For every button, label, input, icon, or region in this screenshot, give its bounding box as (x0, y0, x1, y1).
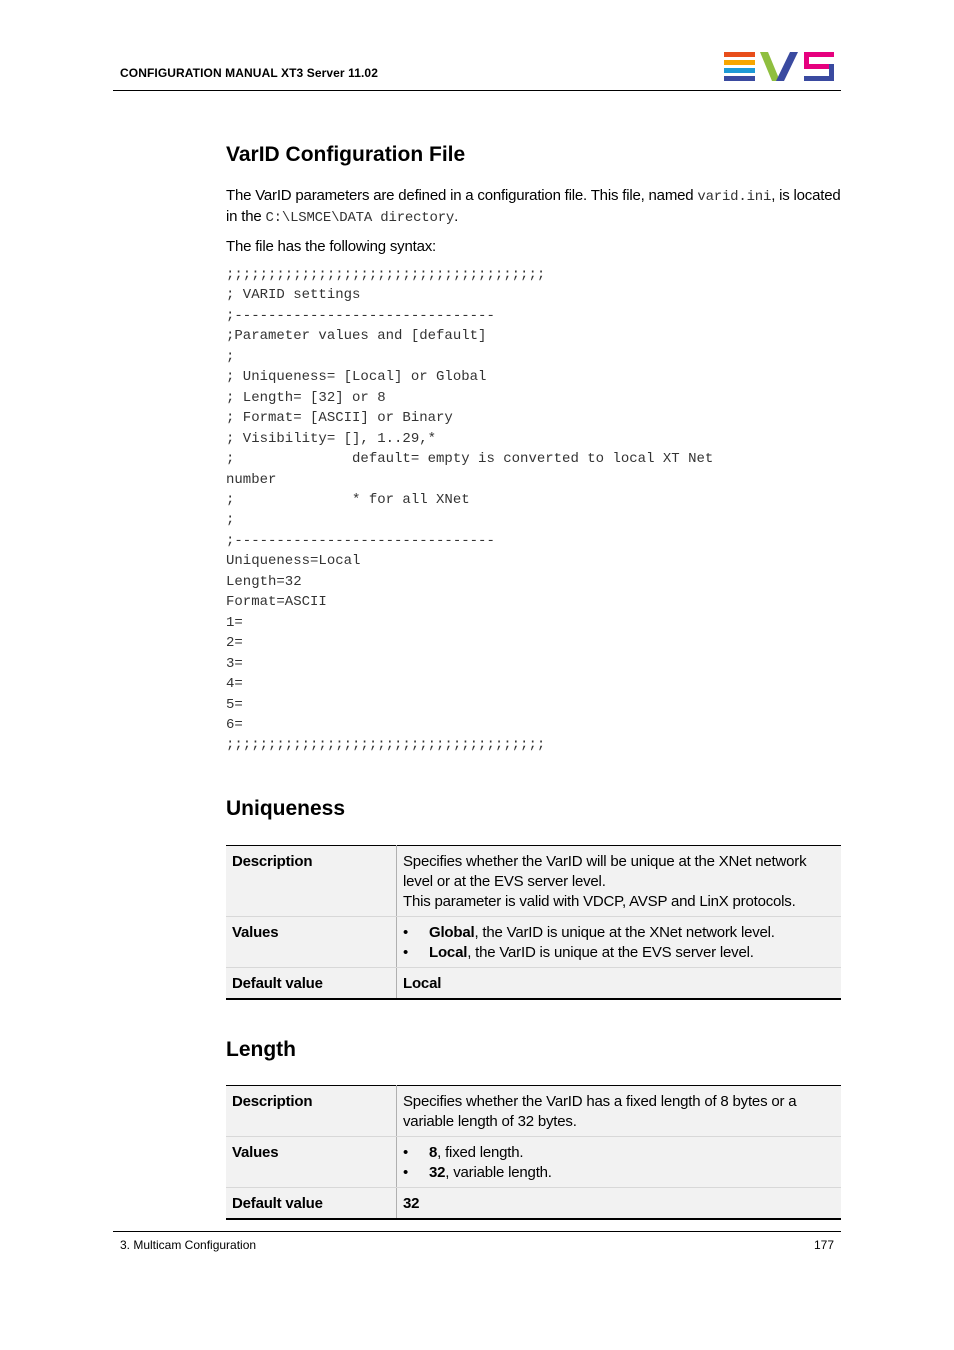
document-title: CONFIGURATION MANUAL XT3 Server 11.02 (120, 66, 378, 80)
length-section (226, 1033, 841, 1220)
intro-text-3: . (454, 208, 459, 225)
row-label: Default value (226, 1187, 397, 1219)
page-number: 177 (813, 1238, 834, 1252)
logo-s-bottom (804, 76, 834, 81)
code-line: Format=ASCII (226, 594, 327, 611)
row-label: Values (226, 1136, 397, 1187)
list-item (403, 1143, 835, 1163)
row-label: Description (226, 845, 397, 916)
code-line: ; Uniqueness= [Local] or Global (226, 369, 487, 386)
values-list (403, 923, 835, 963)
logo-e-bar-1 (724, 52, 755, 57)
code-line: ;------------------------------- (226, 532, 495, 549)
value-name: 8 (429, 1143, 438, 1161)
config-path: C:\LSMCE\DATA directory (265, 210, 455, 226)
logo-e-bar-3 (724, 68, 755, 73)
logo-v-right (776, 52, 798, 81)
main-content (226, 138, 841, 1220)
section-heading: VarID Configuration File (226, 143, 466, 166)
value-name: Local (429, 943, 468, 961)
varid-config-section (226, 138, 841, 756)
value-desc: , fixed length. (437, 1143, 524, 1161)
table-row (226, 845, 841, 916)
values-list (403, 1143, 835, 1183)
footer-divider (113, 1231, 841, 1232)
row-label: Description (226, 1085, 397, 1136)
uniqueness-section (226, 792, 841, 1000)
list-item (403, 923, 835, 943)
code-line: Length=32 (226, 573, 302, 590)
list-item (403, 1163, 835, 1183)
code-line: 3= (226, 655, 243, 672)
row-value (397, 916, 842, 967)
code-line: ;Parameter values and [default] (226, 328, 487, 345)
code-line: ; default= empty is converted to local XT Net (226, 451, 714, 468)
row-label: Values (226, 916, 397, 967)
row-value (397, 1136, 842, 1187)
logo-e-bar-4 (724, 76, 755, 81)
code-line: ; Length= [32] or 8 (226, 389, 386, 406)
table-row (226, 916, 841, 967)
table-row (226, 1136, 841, 1187)
length-table (226, 1085, 841, 1220)
code-line: ;;;;;;;;;;;;;;;;;;;;;;;;;;;;;;;;;;;;;; (226, 267, 546, 283)
bullet: • (403, 923, 409, 941)
code-line: Uniqueness=Local (226, 553, 361, 570)
value-name: Global (429, 923, 475, 941)
code-line: ; (226, 348, 235, 365)
evs-logo-icon (724, 52, 836, 82)
table-row (226, 1085, 841, 1136)
code-line: ; Visibility= [], 1..29,* (226, 430, 437, 447)
value-desc: , the VarID is unique at the EVS server level. (467, 943, 754, 961)
intro-text-1: The VarID parameters are defined in a configuration file. This file, named (226, 187, 698, 204)
code-line: ; * for all XNet (226, 491, 470, 508)
footer-chapter: 3. Multicam Configuration (120, 1238, 257, 1252)
code-line: ;------------------------------- (226, 307, 495, 324)
config-filename: varid.ini (697, 189, 772, 205)
code-line: 5= (226, 696, 243, 713)
uniqueness-table (226, 845, 841, 1000)
row-value (397, 845, 842, 916)
default-value: Local (397, 967, 842, 999)
bullet: • (403, 943, 409, 961)
default-value: 32 (397, 1187, 842, 1219)
code-line: 6= (226, 716, 243, 733)
code-line: 4= (226, 676, 243, 693)
description-text: This parameter is valid with VDCP, AVSP and LinX protocols. (403, 892, 796, 910)
code-line: number (226, 471, 277, 488)
row-label: Default value (226, 967, 397, 999)
list-item (403, 943, 835, 963)
table-row (226, 967, 841, 999)
value-desc: , the VarID is unique at the XNet network level. (474, 923, 775, 941)
bullet: • (403, 1143, 409, 1161)
syntax-intro: The file has the following syntax: (226, 238, 436, 255)
section-heading: Length (226, 1037, 296, 1061)
bullet: • (403, 1163, 409, 1181)
code-line: 2= (226, 635, 243, 652)
section-heading: Uniqueness (226, 796, 346, 820)
description-text: Specifies whether the VarID will be unique at the XNet network level or at the EVS server level. (403, 852, 807, 890)
config-code-block (226, 265, 841, 756)
header-divider (113, 90, 841, 91)
intro-paragraph (226, 186, 841, 228)
code-line: ; VARID settings (226, 287, 361, 304)
intro-text-2: , is located in the (226, 187, 841, 225)
logo-e-bar-2 (724, 60, 755, 65)
value-desc: , variable length. (445, 1163, 552, 1181)
logo-v-left (760, 52, 780, 81)
table-row (226, 1187, 841, 1219)
code-line: ; (226, 512, 235, 529)
code-line: ; Format= [ASCII] or Binary (226, 410, 453, 427)
code-line: ;;;;;;;;;;;;;;;;;;;;;;;;;;;;;;;;;;;;;; (226, 737, 546, 754)
code-line: 1= (226, 614, 243, 631)
value-name: 32 (429, 1163, 446, 1181)
description-text: Specifies whether the VarID has a fixed length of 8 bytes or a variable length of 32 bytes. (397, 1085, 842, 1136)
